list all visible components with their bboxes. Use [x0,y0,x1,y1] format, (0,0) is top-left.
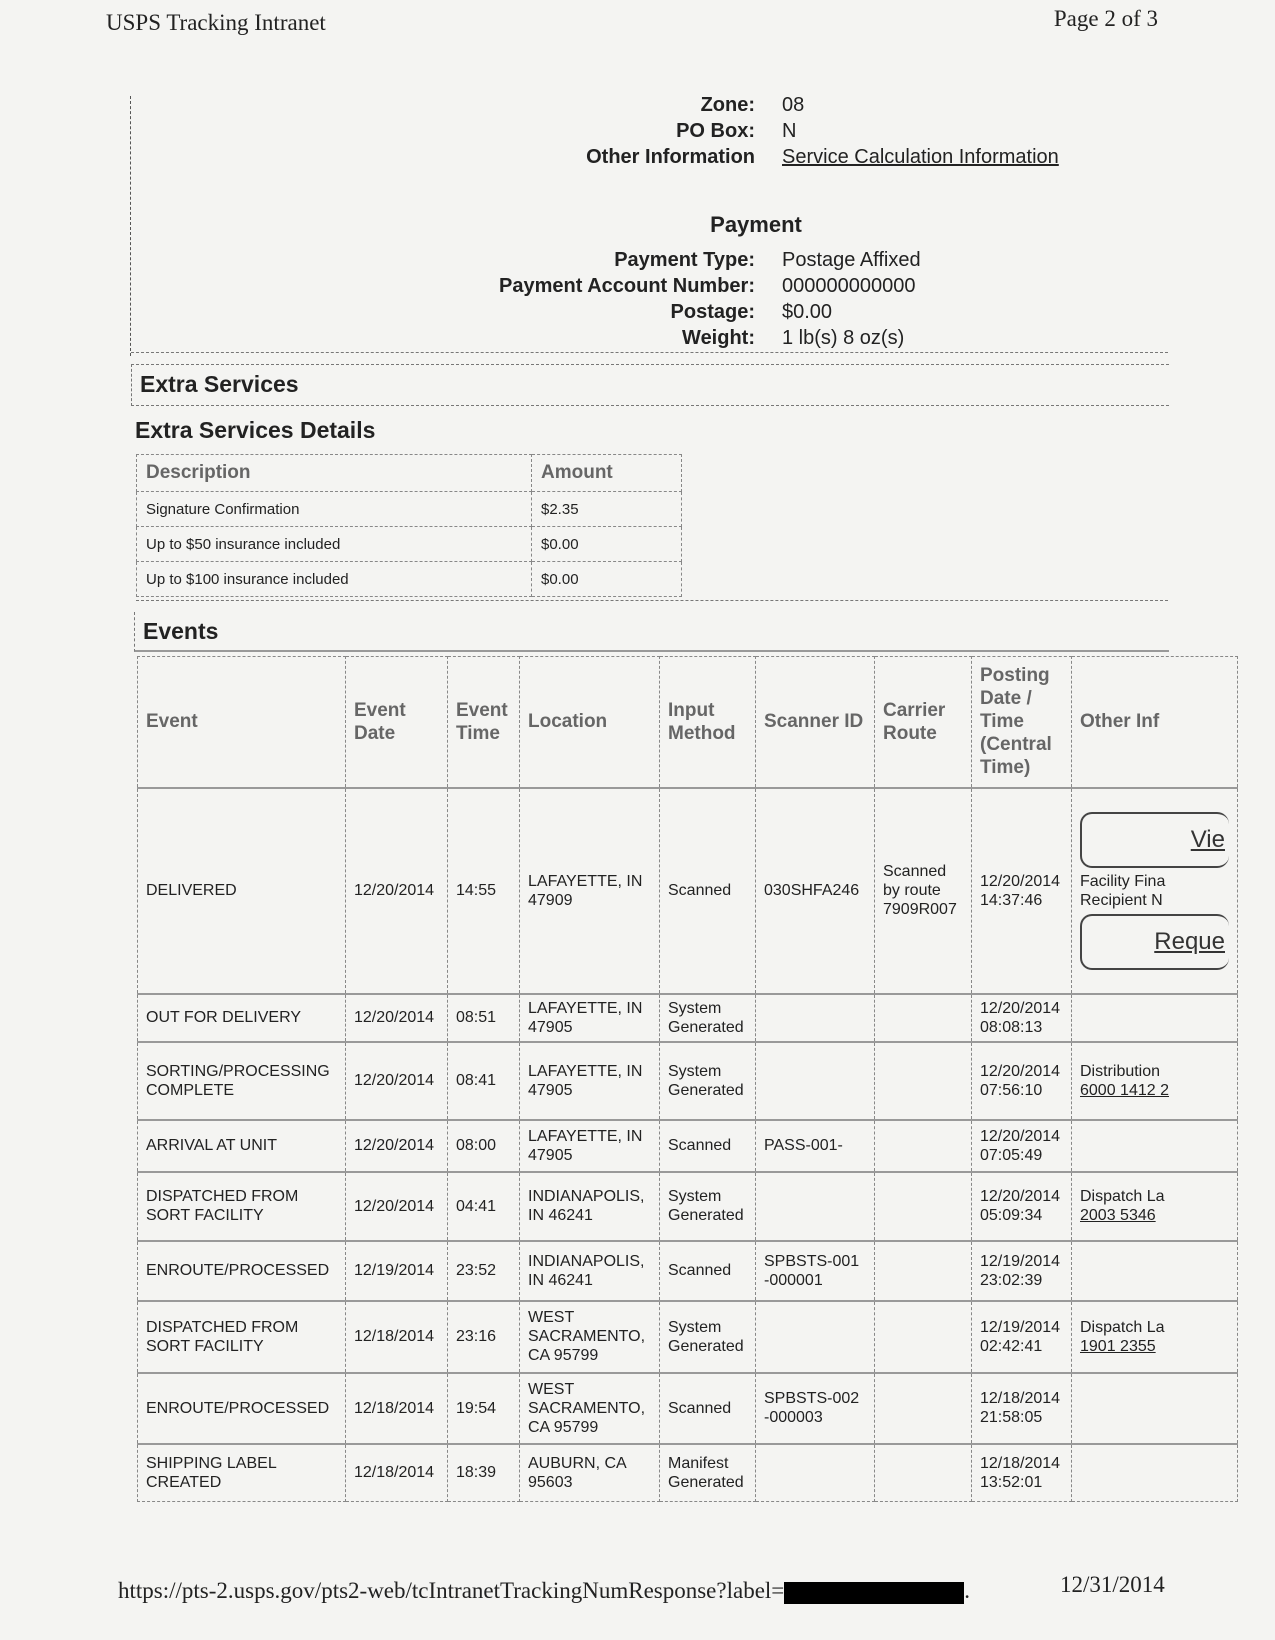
event-cell: LAFAYETTE, IN 47909 [520,788,660,994]
event-cell: INDIANAPOLIS, IN 46241 [520,1172,660,1241]
field-label: Payment Type: [614,249,755,271]
event-cell [1072,1301,1238,1373]
event-cell: 23:52 [448,1241,520,1301]
event-cell: 08:51 [448,994,520,1042]
amount-cell: $0.00 [532,527,682,562]
footer-url-text: https://pts-2.usps.gov/pts2-web/tcIntranetTrackingNumResponse?label= [118,1578,785,1603]
recipient-text: Recipient N [1080,891,1163,909]
event-cell: SHIPPING LABEL CREATED [138,1444,346,1502]
event-cell: 12/19/2014 02:42:41 [972,1301,1072,1373]
other-info-link[interactable]: 6000 1412 2 [1080,1081,1169,1099]
field-row [400,327,1240,353]
event-cell [1072,788,1238,994]
column-header: Input Method [660,657,756,788]
field-value: $0.00 [782,301,833,323]
event-cell: 12/20/2014 07:56:10 [972,1042,1072,1120]
event-cell [1072,1120,1238,1172]
event-cell: Scanned by route 7909R007 [875,788,972,994]
event-cell: 12/18/2014 [346,1301,448,1373]
other-info-link[interactable]: 1901 2355 [1080,1337,1156,1355]
event-cell: 19:54 [448,1373,520,1444]
event-cell: 12/18/2014 13:52:01 [972,1444,1072,1502]
column-header: Posting Date / Time (Central Time) [972,657,1072,788]
field-value: N [782,120,797,142]
event-cell: 08:00 [448,1120,520,1172]
event-cell [1072,1444,1238,1502]
event-cell: OUT FOR DELIVERY [138,994,346,1042]
event-cell: 18:39 [448,1444,520,1502]
other-info-link[interactable]: 2003 5346 [1080,1207,1156,1224]
event-cell: System Generated [660,1301,756,1373]
event-cell [1072,1373,1238,1444]
col-amount: Amount [532,455,682,492]
event-cell: 12/20/2014 08:08:13 [972,994,1072,1042]
event-row [138,1172,1238,1241]
event-cell: 12/20/2014 [346,994,448,1042]
event-row [138,1042,1238,1120]
event-cell: 12/18/2014 [346,1444,448,1502]
event-cell [875,1373,972,1444]
event-cell: 12/18/2014 [346,1373,448,1444]
event-cell: 04:41 [448,1172,520,1241]
event-cell: 12/18/2014 21:58:05 [972,1373,1072,1444]
field-row [400,120,1240,146]
events-table-wrap [137,656,1225,1502]
event-cell [1072,1241,1238,1301]
event-cell [756,994,875,1042]
event-cell: LAFAYETTE, IN 47905 [520,1120,660,1172]
divider [136,600,1168,601]
events-title: Events [143,618,219,644]
column-header: Other Inf [1072,657,1238,788]
column-header: Event Date [346,657,448,788]
event-cell: Scanned [660,1120,756,1172]
field-row [400,301,1240,327]
column-header: Event Time [448,657,520,788]
other-info-label: Dispatch La [1080,1318,1165,1336]
extra-services-details-title: Extra Services Details [135,417,376,443]
field-row [400,146,1240,172]
description-cell: Up to $50 insurance included [137,527,532,562]
payment-title: Payment [710,212,802,237]
event-cell: Scanned [660,1241,756,1301]
other-info-label: Dispatch La [1080,1188,1165,1205]
header-title: USPS Tracking Intranet [106,10,326,35]
extra-services-title: Extra Services [140,371,299,397]
column-header: Carrier Route [875,657,972,788]
amount-cell: $2.35 [532,492,682,527]
event-row [138,788,1238,994]
field-label: Other Information [586,146,755,168]
table-row [137,527,682,562]
event-cell: SORTING/PROCESSING COMPLETE [138,1042,346,1120]
event-cell [1072,1172,1238,1241]
event-cell [875,994,972,1042]
request-button[interactable]: Reque [1080,914,1229,970]
field-row [400,249,1240,275]
events-table [137,656,1238,1502]
event-row [138,1444,1238,1502]
table-row [137,562,682,597]
extra-services-header [131,364,1169,406]
event-row [138,1120,1238,1172]
field-label: Weight: [682,327,755,349]
field-label: Zone: [700,94,755,116]
description-cell: Signature Confirmation [137,492,532,527]
field-label: Payment Account Number: [499,275,755,297]
event-cell: System Generated [660,994,756,1042]
event-cell: 12/20/2014 05:09:34 [972,1172,1072,1241]
footer-date: 12/31/2014 [1060,1572,1165,1597]
event-cell [875,1042,972,1120]
amount-cell: $0.00 [532,562,682,597]
event-cell: 12/20/2014 07:05:49 [972,1120,1072,1172]
page-number: Page 2 of 3 [1053,6,1158,31]
event-cell: System Generated [660,1172,756,1241]
column-header: Location [520,657,660,788]
event-cell: WEST SACRAMENTO, CA 95799 [520,1301,660,1373]
event-cell: ENROUTE/PROCESSED [138,1373,346,1444]
event-cell: SPBSTS-001 -000001 [756,1241,875,1301]
event-cell: 12/20/2014 [346,1172,448,1241]
event-cell: 12/20/2014 [346,788,448,994]
event-cell [756,1042,875,1120]
field-value: Postage Affixed [782,249,921,271]
event-row [138,994,1238,1042]
field-row [400,94,1240,120]
event-cell: Manifest Generated [660,1444,756,1502]
event-cell: Scanned [660,1373,756,1444]
event-cell [875,1444,972,1502]
event-cell: Scanned [660,788,756,994]
service-calculation-link[interactable]: Service Calculation Information [782,146,1059,168]
event-cell [875,1120,972,1172]
event-cell [756,1172,875,1241]
redaction-bar [784,1582,964,1604]
event-cell: ARRIVAL AT UNIT [138,1120,346,1172]
event-cell: 23:16 [448,1301,520,1373]
event-cell: 12/20/2014 14:37:46 [972,788,1072,994]
footer-url [118,1578,970,1604]
event-cell: 12/20/2014 [346,1042,448,1120]
event-cell [756,1301,875,1373]
event-cell [756,1444,875,1502]
extra-services-table [136,454,682,597]
event-cell: LAFAYETTE, IN 47905 [520,994,660,1042]
col-description: Description [137,455,532,492]
field-value: 08 [782,94,805,116]
description-cell: Up to $100 insurance included [137,562,532,597]
field-label: PO Box: [676,120,755,142]
event-cell: AUBURN, CA 95603 [520,1444,660,1502]
event-cell: 14:55 [448,788,520,994]
field-value: 000000000000 [782,275,916,297]
event-cell: 08:41 [448,1042,520,1120]
event-cell: 12/19/2014 23:02:39 [972,1241,1072,1301]
event-cell: DISPATCHED FROM SORT FACILITY [138,1301,346,1373]
event-cell: 030SHFA246 [756,788,875,994]
facility-text: Facility Fina [1080,872,1166,890]
event-cell: System Generated [660,1042,756,1120]
event-row [138,1241,1238,1301]
field-label: Postage: [670,301,755,323]
event-row [138,1301,1238,1373]
column-header: Scanner ID [756,657,875,788]
other-info-label: Distribution [1080,1062,1161,1080]
footer-suffix: . [964,1578,971,1603]
view-button[interactable]: Vie [1080,812,1229,868]
event-cell: LAFAYETTE, IN 47905 [520,1042,660,1120]
table-row [137,492,682,527]
event-cell: PASS-001- [756,1120,875,1172]
event-cell: ENROUTE/PROCESSED [138,1241,346,1301]
event-cell: WEST SACRAMENTO, CA 95799 [520,1373,660,1444]
divider [131,352,1168,353]
section-border [130,96,131,356]
event-cell [1072,1042,1238,1120]
event-cell [1072,994,1238,1042]
event-cell [875,1241,972,1301]
event-cell: SPBSTS-002 -000003 [756,1373,875,1444]
field-value: 1 lb(s) 8 oz(s) [782,327,905,349]
event-row [138,1373,1238,1444]
event-cell: DISPATCHED FROM SORT FACILITY [138,1172,346,1241]
event-cell: INDIANAPOLIS, IN 46241 [520,1241,660,1301]
event-cell [875,1172,972,1241]
field-row [400,275,1240,301]
column-header: Event [138,657,346,788]
event-cell: DELIVERED [138,788,346,994]
event-cell: 12/20/2014 [346,1120,448,1172]
event-cell: 12/19/2014 [346,1241,448,1301]
event-cell [875,1301,972,1373]
events-header [134,612,1169,652]
